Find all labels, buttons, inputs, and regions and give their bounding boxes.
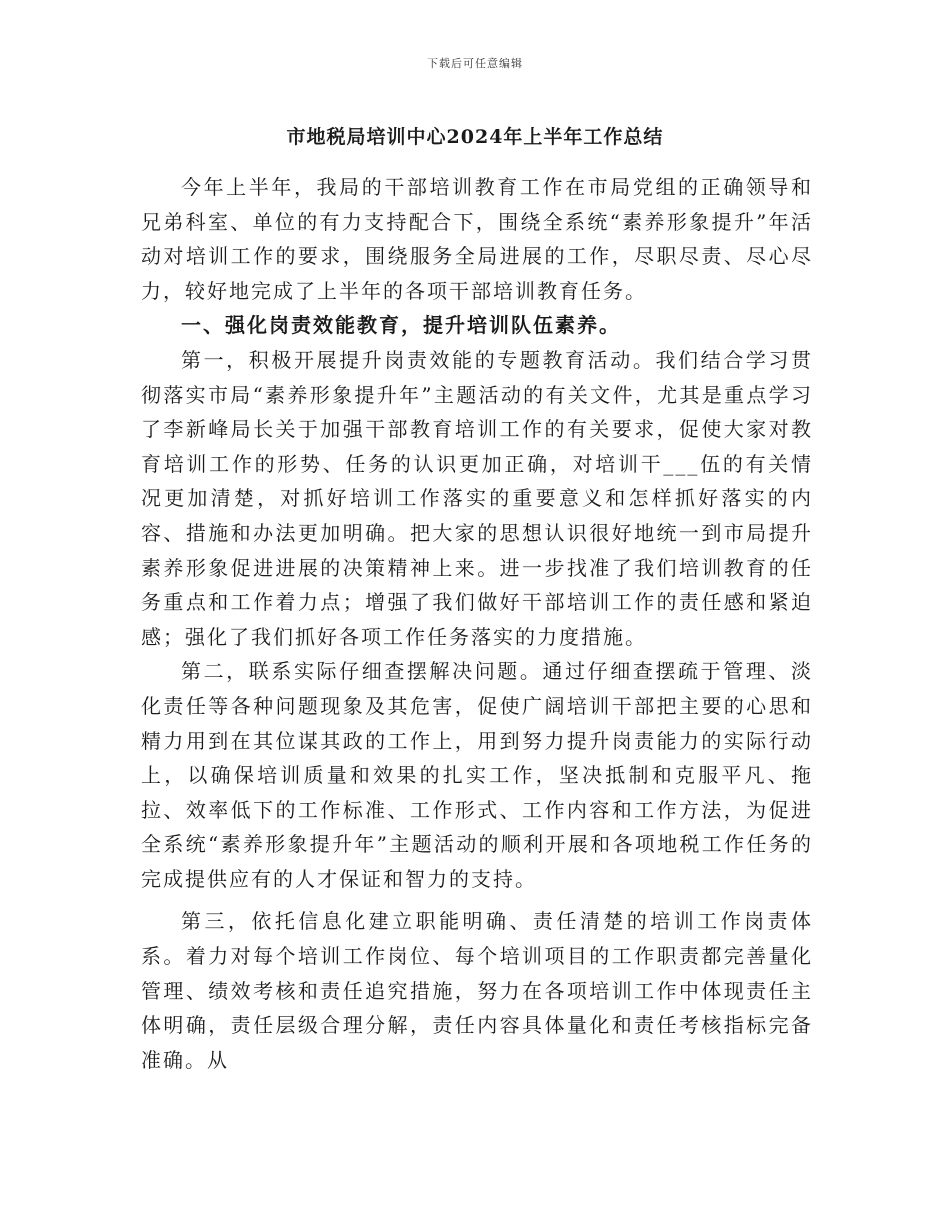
header-note: 下载后可任意编辑 (427, 57, 523, 70)
paragraph-third: 第三，依托信息化建立职能明确、责任清楚的培训工作岗责体系。着力对每个培训工作岗位、每个培训项目的工作职责都完善量化管理、绩效考核和责任追究措施，努力在各项培训工作中体现责任主体明确，责任层级合理分解，责任内容具体量化和责任考核指标完备准确。从 (141, 909, 813, 1072)
paragraph-first: 第一，积极开展提升岗责效能的专题教育活动。我们结合学习贯彻落实市局“素养形象提升年”主题活动的有关文件，尤其是重点学习了李新峰局长关于加强干部教育培训工作的有关要求，促使大家对教育培训工作的形势、任务的认识更加正确，对培训干___伍的有关情况更加清楚，对抓好培训工作落实的重要意义和怎样抓好落实的内容、措施和办法更加明确。把大家的思想认识很好地统一到市局提升素养形象促进进展的决策精神上来。进一步找准了我们培训教育的任务重点和工作着力点；增强了我们做好干部培训工作的责任感和紧迫感；强化了我们抓好各项工作任务落实的力度措施。 (141, 347, 813, 649)
intro-paragraph: 今年上半年，我局的干部培训教育工作在市局党组的正确领导和兄弟科室、单位的有力支持配合下，围绕全系统“素养形象提升”年活动对培训工作的要求，围绕服务全局进展的工作，尽职尽责、尽心尽力，较好地完成了上半年的各项干部培训教育任务。 (141, 175, 813, 303)
paragraph-second: 第二，联系实际仔细查摆解决问题。通过仔细查摆疏于管理、淡化责任等各种问题现象及其危害，促使广阔培训干部把主要的心思和精力用到在其位谋其政的工作上，用到努力提升岗责能力的实际行动上，以确保培训质量和效果的扎实工作，坚决抵制和克服平凡、拖拉、效率低下的工作标准、工作形式、工作内容和工作方法，为促进全系统“素养形象提升年”主题活动的顺利开展和各项地税工作任务的完成提供应有的人才保证和智力的支持。 (141, 659, 813, 891)
document-body (141, 170, 813, 1077)
document-title: 市地税局培训中心2024年上半年工作总结 (286, 126, 664, 148)
section-heading: 一、强化岗责效能教育，提升培训队伍素养。 (181, 313, 621, 338)
paragraph-gap (141, 896, 813, 904)
